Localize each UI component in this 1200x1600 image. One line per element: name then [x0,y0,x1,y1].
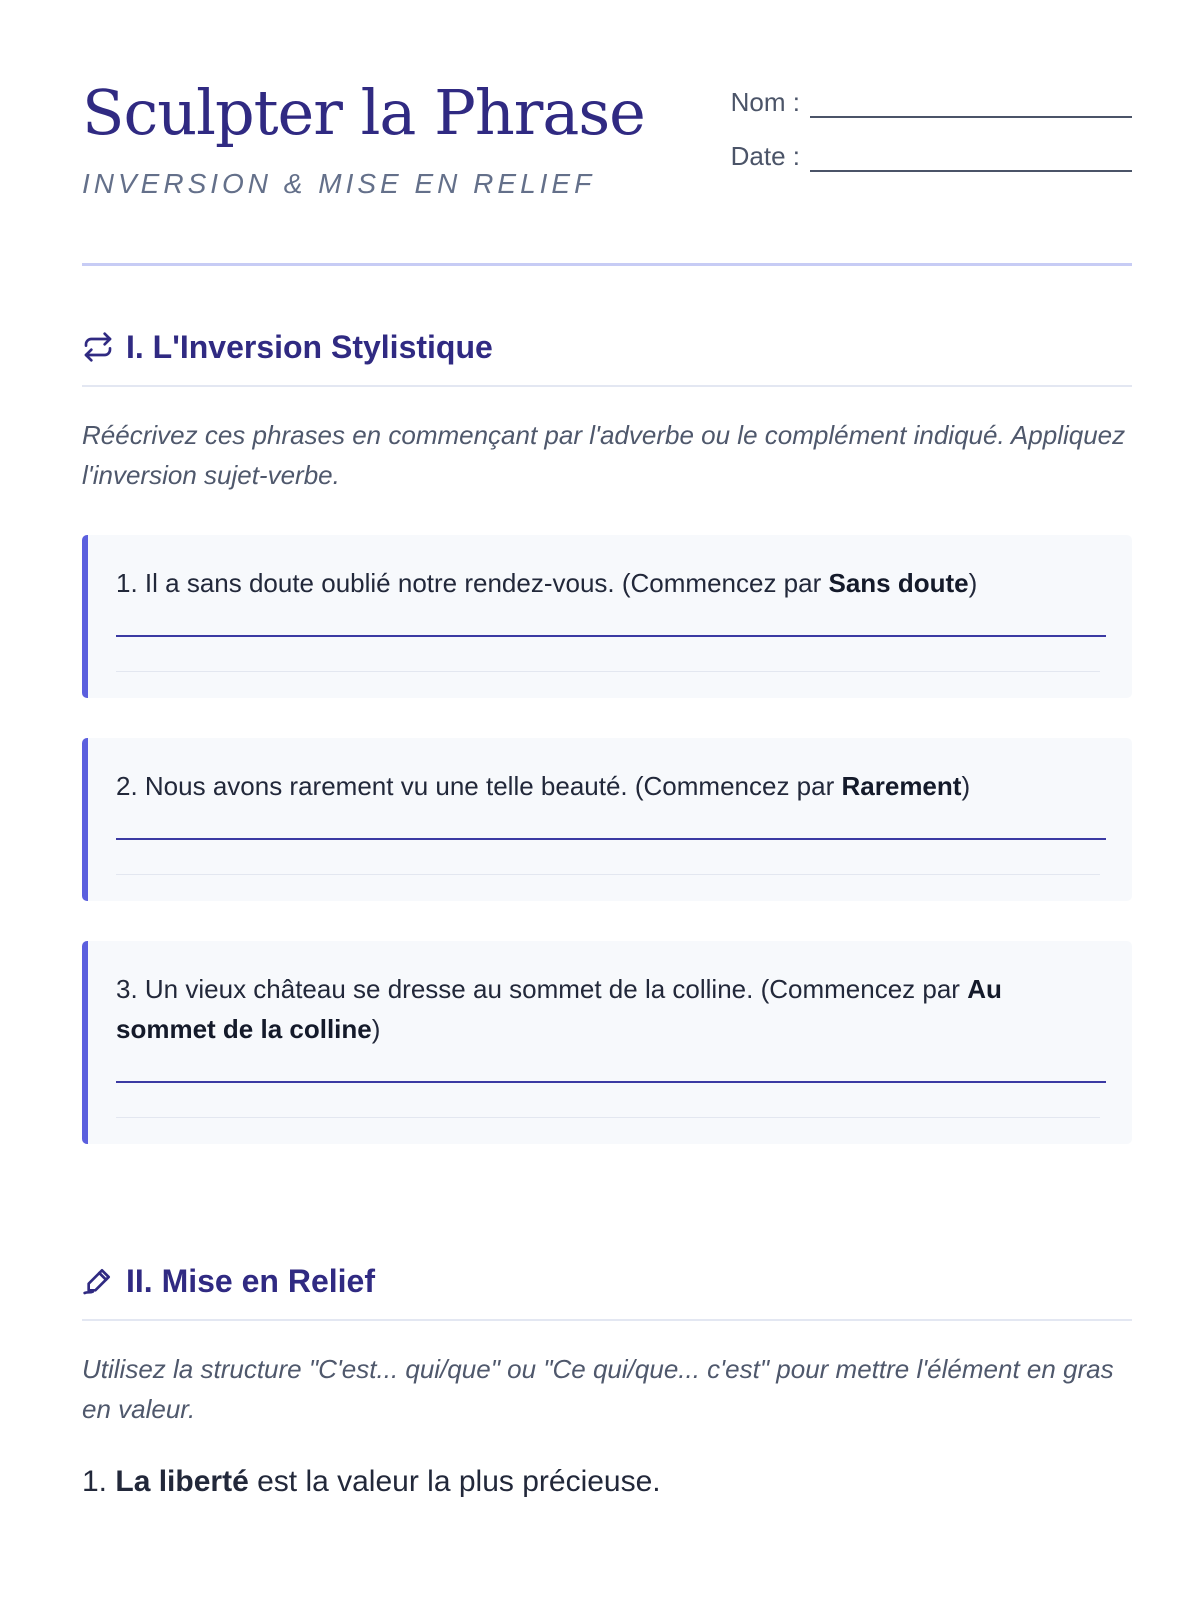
relief-keyword: La liberté [115,1465,249,1498]
exercise-card [82,535,1132,698]
date-row [716,140,1132,172]
answer-line-secondary[interactable] [116,874,1100,875]
exercise-card [82,738,1132,901]
name-row [716,86,1132,118]
repeat-arrows-icon [82,331,114,363]
answer-line-secondary[interactable] [116,1117,1100,1118]
worksheet-header [82,0,1132,268]
exercise-card [82,941,1132,1144]
section-divider [82,1319,1132,1321]
page-subtitle: INVERSION & MISE EN RELIEF [82,168,596,199]
exercise-prompt: 3. Un vieux château se dresse au sommet de la colline. (Commencez par Au sommet de la colline) [116,974,1002,1044]
relief-item: 1. La liberté est la valeur la plus précieuse. [82,1465,661,1498]
answer-line[interactable] [116,635,1106,637]
answer-line[interactable] [116,1081,1106,1083]
date-label: Date : [730,141,800,171]
pen-signature-icon [82,1265,114,1297]
exercise-prompt: 2. Nous avons rarement vu une telle beauté. (Commencez par Rarement) [116,771,971,801]
section-heading [82,1257,1132,1305]
section-divider [82,385,1132,387]
section-instructions: Réécrivez ces phrases en commençant par l'adverbe ou le complément indiqué. Appliquez l'inversion sujet-verbe. [82,420,1126,490]
date-field[interactable] [810,146,1132,172]
section-title: II. Mise en Relief [126,1262,375,1299]
section-inversion [82,323,1132,1144]
section-instructions: Utilisez la structure "C'est... qui/que" ou "Ce qui/que... c'est" pour mettre l'élément en gras en valeur. [82,1354,1114,1424]
name-label: Nom : [730,87,800,117]
exercise-prompt: 1. Il a sans doute oublié notre rendez-vous. (Commencez par Sans doute) [116,568,978,598]
student-info [716,86,1132,194]
section-title: I. L'Inversion Stylistique [126,328,493,365]
answer-line-secondary[interactable] [116,671,1100,672]
exercise-keyword: Sans doute [828,568,969,598]
page-title: Sculpter la Phrase [82,76,645,149]
exercise-keyword: Au sommet de la colline [116,974,1002,1044]
section-heading [82,323,1132,371]
section-mise-en-relief [82,1257,1132,1499]
exercise-keyword: Rarement [841,771,962,801]
header-divider [82,263,1132,266]
name-field[interactable] [810,92,1132,118]
answer-line[interactable] [116,838,1106,840]
